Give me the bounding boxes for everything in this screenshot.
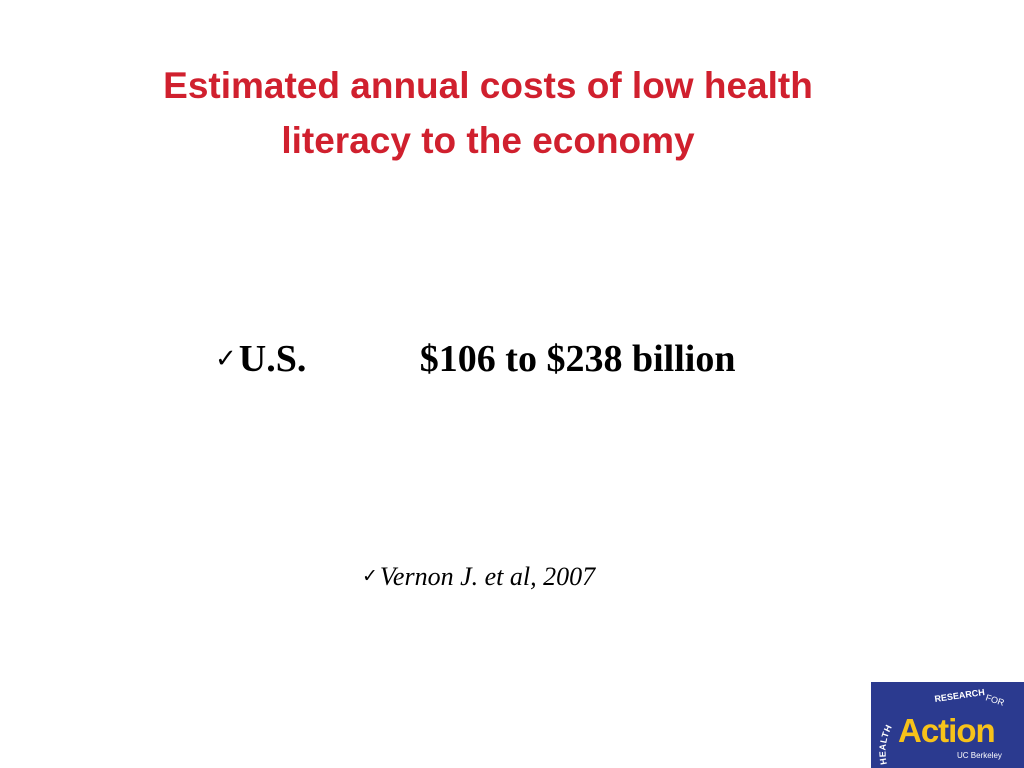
- logo-arc-text-health: HEALTH: [877, 722, 894, 766]
- slide-title: [60, 58, 916, 168]
- svg-text:HEALTH: [877, 723, 893, 766]
- logo-sub-text: UC Berkeley: [957, 751, 1002, 760]
- bullet-value: $106 to $238 billion: [419, 338, 736, 380]
- slide-title-line-1: Estimated annual costs of low health: [163, 65, 813, 106]
- citation-text: Vernon J. et al, 2007: [379, 562, 596, 591]
- logo-arc-text-research: RESEARCH: [933, 687, 986, 704]
- checkmark-icon: ✓: [215, 344, 237, 374]
- cost-bullet: [215, 334, 735, 384]
- slide-title-line-2: literacy to the economy: [281, 120, 695, 161]
- logo-arc-text-for: FOR: [984, 692, 1006, 708]
- hra-logo: [871, 682, 1024, 768]
- citation-bullet: [362, 558, 595, 595]
- bullet-country: U.S.: [238, 338, 307, 380]
- checkmark-icon: ✓: [362, 565, 378, 587]
- logo-main-text: Action: [898, 712, 995, 749]
- hra-logo-graphic: [871, 682, 1024, 768]
